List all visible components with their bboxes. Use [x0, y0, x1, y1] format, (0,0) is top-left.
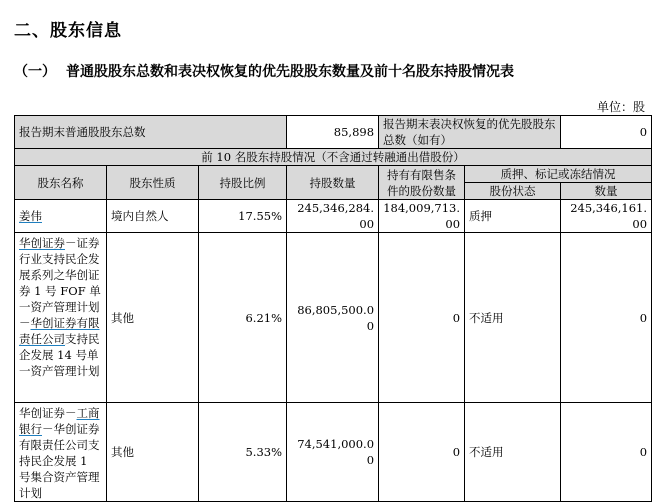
cell-name	[15, 233, 107, 403]
cell-status: 质押	[465, 200, 561, 233]
shareholder-name-text: －证券行业支持民企发展系列之华创证券 1 号 FOF 单一资产管理计划－	[19, 236, 101, 330]
header-pledge-group: 质押、标记或冻结情况	[465, 166, 652, 183]
cell-status: 不适用	[465, 233, 561, 403]
unit-label: 单位：股	[596, 100, 645, 114]
preferred-shareholders-label: 报告期末表决权恢复的优先股股东总数（如有）	[379, 116, 561, 149]
header-name: 股东名称	[15, 166, 107, 200]
cell-quantity: 245,346,284.00	[287, 200, 379, 233]
cell-restricted: 0	[379, 233, 465, 403]
cell-quantity: 74,541,000.00	[287, 403, 379, 502]
shareholder-name-link[interactable]: 华创证券有限责任公司	[19, 316, 100, 346]
shareholder-name-text: 支持民企发展 14 号单一资产管理计划	[19, 332, 100, 378]
cell-restricted: 0	[379, 403, 465, 502]
cell-count: 0	[561, 403, 652, 502]
shareholder-name-text: －华创证券有限责任公司支持民企发展 1 号集合资产管理计划	[19, 422, 100, 500]
table-row	[15, 403, 652, 502]
subsection-number: （一）	[14, 64, 56, 80]
cell-quantity: 86,805,500.00	[287, 233, 379, 403]
cell-count: 245,346,161.00	[561, 200, 652, 233]
shareholder-name-link[interactable]: 姜伟	[19, 209, 42, 223]
subsection-title	[14, 61, 514, 81]
preferred-shareholders-value: 0	[561, 116, 652, 149]
shareholder-name-link[interactable]: 华创证券	[19, 236, 65, 250]
header-status: 股份状态	[465, 183, 561, 200]
cell-ratio: 6.21%	[199, 233, 287, 403]
section-title: 二、股东信息	[14, 21, 122, 41]
table-row	[15, 200, 652, 233]
cell-ratio: 5.33%	[199, 403, 287, 502]
header-nature: 股东性质	[107, 166, 199, 200]
cell-nature: 其他	[107, 403, 199, 502]
cell-restricted: 184,009,713.00	[379, 200, 465, 233]
cell-nature: 境内自然人	[107, 200, 199, 233]
subsection-text: 普通股股东总数和表决权恢复的优先股股东数量及前十名股东持股情况表	[66, 64, 514, 80]
total-shareholders-value: 85,898	[287, 116, 379, 149]
header-quantity: 持股数量	[287, 166, 379, 200]
cell-ratio: 17.55%	[199, 200, 287, 233]
top10-caption: 前 10 名股东持股情况（不含通过转融通出借股份）	[15, 149, 652, 166]
cell-name	[15, 200, 107, 233]
header-restricted: 持有有限售条件的股份数量	[379, 166, 465, 200]
header-ratio: 持股比例	[199, 166, 287, 200]
cell-name	[15, 403, 107, 502]
cell-nature: 其他	[107, 233, 199, 403]
header-count: 数量	[561, 183, 652, 200]
cell-status: 不适用	[465, 403, 561, 502]
summary-row	[15, 116, 652, 149]
shareholder-name-text: 华创证券－	[19, 406, 77, 420]
shareholder-name-link[interactable]: 工商银行	[19, 406, 100, 436]
total-shareholders-label: 报告期末普通股股东总数	[15, 116, 287, 149]
header-row	[15, 166, 652, 183]
top10-caption-row	[15, 149, 652, 166]
cell-count: 0	[561, 233, 652, 403]
shareholder-table	[14, 115, 652, 502]
table-row	[15, 233, 652, 403]
